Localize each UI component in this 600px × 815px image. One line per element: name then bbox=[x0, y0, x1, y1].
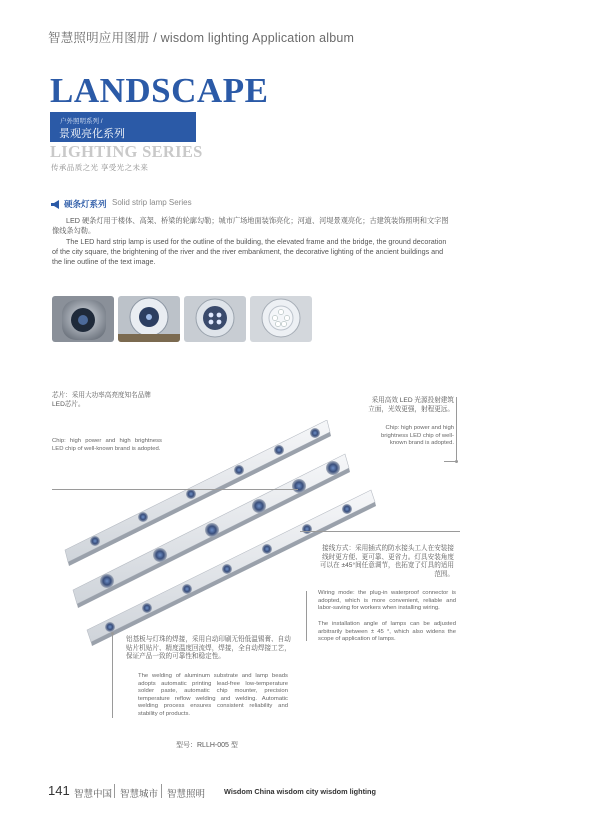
chip-note-left-en: Chip: high power and high brightness LED chip of well-known brand is adopted. bbox=[52, 438, 162, 452]
callout-dot-right bbox=[455, 460, 458, 463]
product-photo-4 bbox=[250, 296, 312, 342]
lighting-series-title: LIGHTING SERIES bbox=[50, 142, 203, 161]
wiring-note-en-1: Wiring mode: the plug-in waterproof connector is adopted, which is more convenient, reliable and labor-saving for workers when installing wiring. bbox=[318, 590, 456, 612]
callout-line-wiring bbox=[300, 531, 460, 532]
chip-note-right-cn: 采用高效 LED 光源投射建筑立面，光效更强，射程更远。 bbox=[368, 397, 454, 413]
callout-vline-wiring bbox=[306, 591, 307, 641]
footer-segment-1: 智慧中国 bbox=[74, 789, 113, 800]
weld-note-cn: 铝基板与灯珠的焊接，采用自动印刷无铅低温锡膏、自动贴片机贴片、精度温度回流焊，焊接，全自动焊接工艺，保证产品一致的可靠性和稳定性。 bbox=[126, 636, 291, 661]
landscape-title: LANDSCAPE bbox=[50, 71, 269, 110]
wiring-note-cn: 接线方式：采用插式的防水接头工人在安装接线时更方便、更可靠、更省力。灯具安装角度可以在 ±45°间任意调节，也拓宽了灯具的适用范围。 bbox=[319, 545, 454, 578]
chip-note-right-en: Chip: high power and high brightness LED chip of well-known brand is adopted. bbox=[380, 425, 454, 447]
band-title: 景观亮化系列 bbox=[59, 128, 125, 140]
callout-line-left bbox=[52, 489, 298, 490]
megaphone-icon bbox=[50, 200, 62, 209]
section-subtitle: Solid strip lamp Series bbox=[112, 198, 192, 207]
wiring-note-en-2: The installation angle of lamps can be adjusted arbitrarily between ± 45 °, which also widens the scope of application of lamps. bbox=[318, 621, 456, 643]
album-header: 智慧照明应用图册 / wisdom lighting Application album bbox=[48, 31, 355, 45]
product-photo-3 bbox=[184, 296, 246, 342]
footer-segment-3: 智慧照明 bbox=[167, 789, 206, 800]
callout-vline-right bbox=[456, 397, 457, 461]
footer-segment-2: 智慧城市 bbox=[120, 789, 159, 800]
callout-dot-weld bbox=[111, 632, 114, 635]
footer-tagline-en: Wisdom China wisdom city wisdom lighting bbox=[224, 787, 376, 796]
callout-vline-weld bbox=[112, 634, 113, 718]
strip-lamp-illustration bbox=[55, 420, 395, 650]
weld-note-en: The welding of aluminum substrate and lamp beads adopts automatic printing lead-free low-temperature solder paste, automatic chip mounter, precision temperature reflow welding and welding. Automatic welding process ensures consistent reliability and stability of products. bbox=[138, 673, 288, 717]
section-title: 硬条灯系列 bbox=[64, 199, 107, 209]
product-photo-1 bbox=[52, 296, 114, 342]
footer-divider-1 bbox=[114, 784, 115, 798]
section-description-en: The LED hard strip lamp is used for the outline of the building, the elevated frame and the bridge, the ground decoration of the city square, the brightening of the river and the river embankment, the decorative lighting of the ancient buildings and the line outline of the text image. bbox=[52, 237, 447, 266]
section-description-cn: LED 硬条灯用于楼体、高架、桥梁的轮廓勾勒；城市广场地面装饰亮化；河道、河堤景观亮化；古建筑装饰照明和文字图像线条勾勒。 bbox=[52, 216, 449, 235]
chip-note-left-cn: 芯片：采用大功率高亮度知名品牌 LED芯片。 bbox=[52, 392, 151, 408]
tagline: 传承品质之光 享受光之未来 bbox=[51, 163, 149, 172]
model-number: 型号：RLLH-005 型 bbox=[176, 742, 238, 749]
page-number: 141 bbox=[48, 783, 70, 798]
footer-divider-2 bbox=[161, 784, 162, 798]
band-subtitle: 户外照明系列 / bbox=[60, 118, 103, 125]
product-photo-2 bbox=[118, 296, 180, 342]
